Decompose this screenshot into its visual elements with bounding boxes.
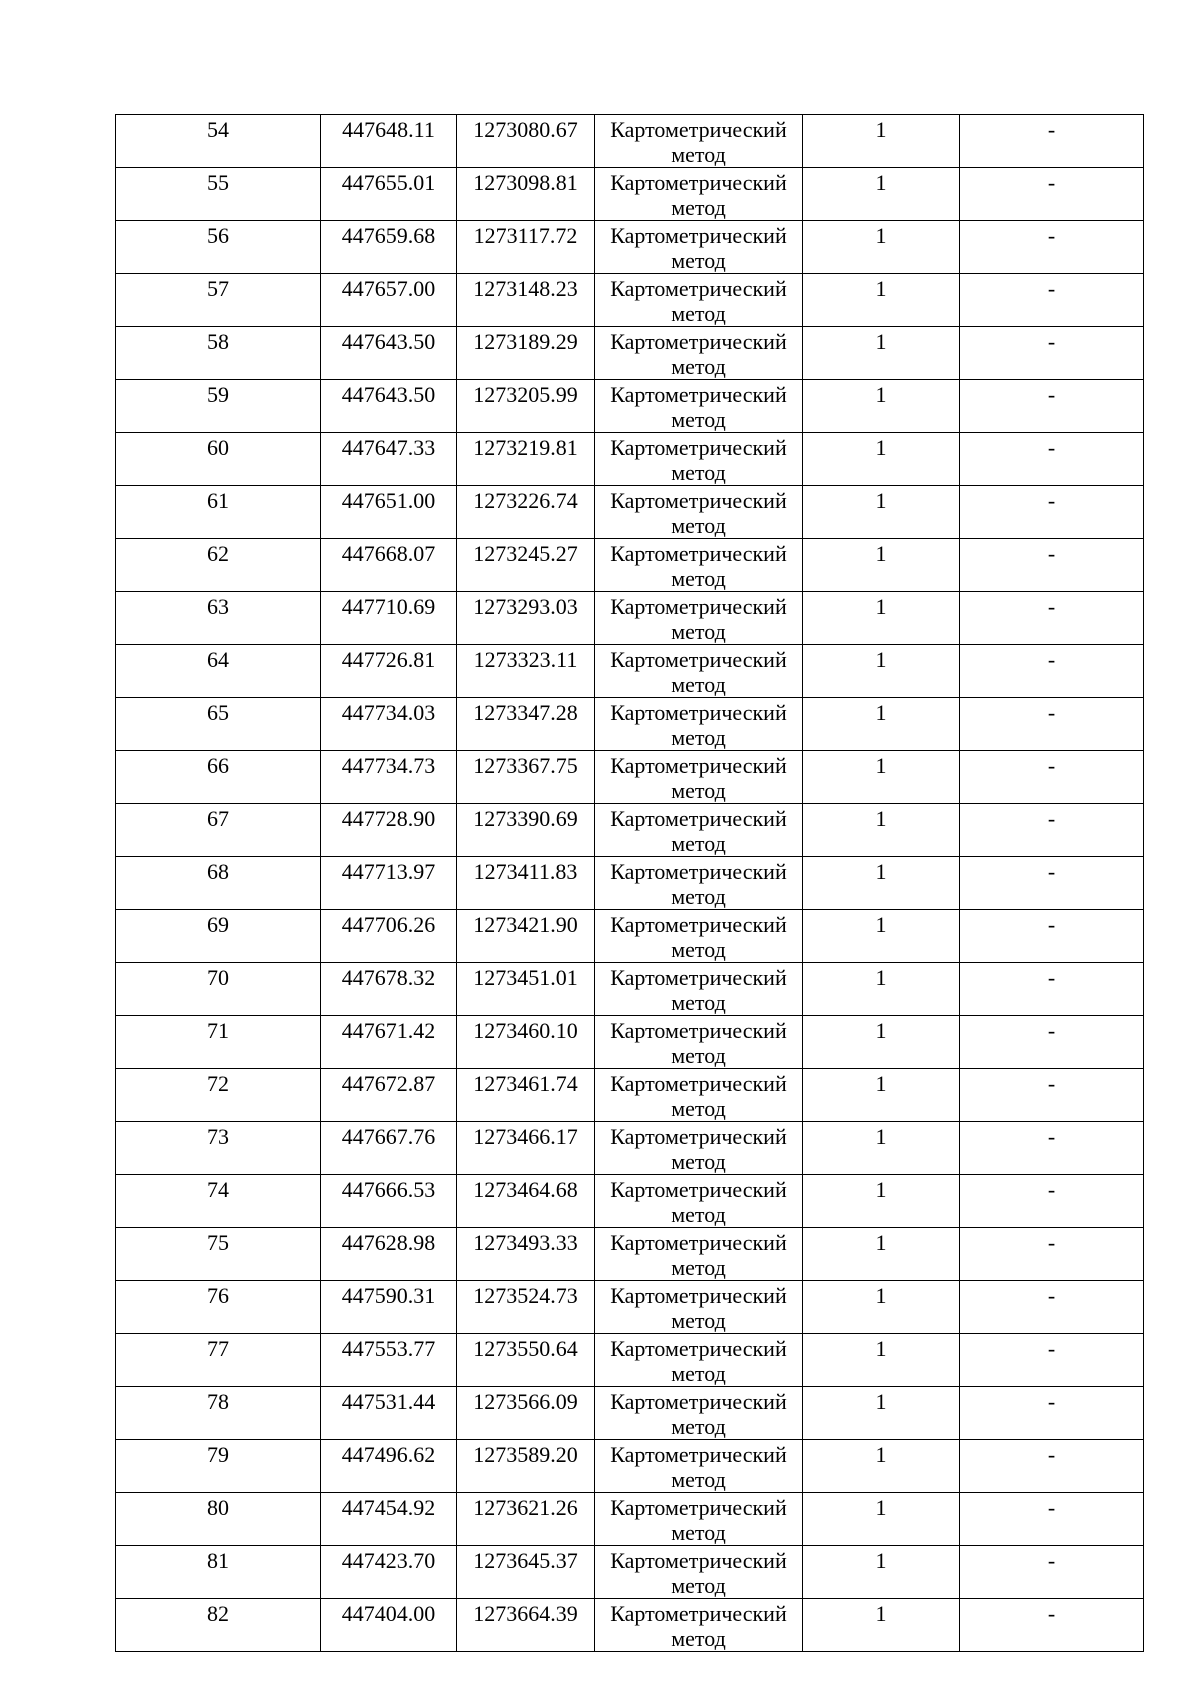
y-coordinate-cell: 1273205.99 (457, 380, 595, 433)
note-cell: - (960, 486, 1144, 539)
method-text: Картометрический метод (610, 488, 787, 537)
method-text: Картометрический метод (610, 117, 787, 166)
method-cell (595, 645, 803, 698)
x-coordinate-cell: 447590.31 (321, 1281, 457, 1334)
method-cell (595, 380, 803, 433)
method-cell (595, 910, 803, 963)
y-coordinate-cell: 1273189.29 (457, 327, 595, 380)
y-coordinate-cell: 1273460.10 (457, 1016, 595, 1069)
x-coordinate-cell: 447628.98 (321, 1228, 457, 1281)
y-coordinate-cell: 1273645.37 (457, 1546, 595, 1599)
y-coordinate-cell: 1273411.83 (457, 857, 595, 910)
method-cell (595, 1440, 803, 1493)
note-cell: - (960, 1334, 1144, 1387)
note-cell: - (960, 698, 1144, 751)
table-row (116, 1546, 1144, 1599)
method-cell (595, 1387, 803, 1440)
table-row (116, 539, 1144, 592)
y-coordinate-cell: 1273347.28 (457, 698, 595, 751)
note-cell: - (960, 1228, 1144, 1281)
accuracy-cell: 1 (803, 1546, 960, 1599)
note-cell: - (960, 274, 1144, 327)
accuracy-cell: 1 (803, 115, 960, 168)
point-number-cell: 66 (116, 751, 321, 804)
point-number-cell: 62 (116, 539, 321, 592)
method-cell (595, 1334, 803, 1387)
coordinates-table-body (116, 115, 1144, 1652)
x-coordinate-cell: 447553.77 (321, 1334, 457, 1387)
y-coordinate-cell: 1273148.23 (457, 274, 595, 327)
method-text: Картометрический метод (610, 594, 787, 643)
point-number-cell: 67 (116, 804, 321, 857)
accuracy-cell: 1 (803, 910, 960, 963)
point-number-cell: 75 (116, 1228, 321, 1281)
x-coordinate-cell: 447706.26 (321, 910, 457, 963)
x-coordinate-cell: 447643.50 (321, 380, 457, 433)
accuracy-cell: 1 (803, 1069, 960, 1122)
x-coordinate-cell: 447734.03 (321, 698, 457, 751)
note-cell: - (960, 1440, 1144, 1493)
table-row (116, 1175, 1144, 1228)
note-cell: - (960, 1493, 1144, 1546)
table-row (116, 1228, 1144, 1281)
note-cell: - (960, 1016, 1144, 1069)
table-row (116, 221, 1144, 274)
note-cell: - (960, 168, 1144, 221)
y-coordinate-cell: 1273524.73 (457, 1281, 595, 1334)
method-text: Картометрический метод (610, 1124, 787, 1173)
accuracy-cell: 1 (803, 1440, 960, 1493)
method-text: Картометрический метод (610, 1389, 787, 1438)
table-row (116, 274, 1144, 327)
table-row (116, 857, 1144, 910)
x-coordinate-cell: 447648.11 (321, 115, 457, 168)
table-row (116, 804, 1144, 857)
y-coordinate-cell: 1273550.64 (457, 1334, 595, 1387)
note-cell: - (960, 963, 1144, 1016)
method-text: Картометрический метод (610, 1548, 787, 1597)
table-row (116, 1493, 1144, 1546)
note-cell: - (960, 1175, 1144, 1228)
point-number-cell: 74 (116, 1175, 321, 1228)
note-cell: - (960, 221, 1144, 274)
method-cell (595, 327, 803, 380)
accuracy-cell: 1 (803, 1281, 960, 1334)
method-cell (595, 963, 803, 1016)
point-number-cell: 55 (116, 168, 321, 221)
method-text: Картометрический метод (610, 1336, 787, 1385)
accuracy-cell: 1 (803, 1493, 960, 1546)
method-text: Картометрический метод (610, 276, 787, 325)
table-row (116, 592, 1144, 645)
method-text: Картометрический метод (610, 1601, 787, 1650)
point-number-cell: 60 (116, 433, 321, 486)
point-number-cell: 70 (116, 963, 321, 1016)
x-coordinate-cell: 447728.90 (321, 804, 457, 857)
table-row (116, 1016, 1144, 1069)
method-text: Картометрический метод (610, 700, 787, 749)
table-row (116, 751, 1144, 804)
point-number-cell: 63 (116, 592, 321, 645)
method-text: Картометрический метод (610, 435, 787, 484)
table-row (116, 115, 1144, 168)
table-row (116, 1069, 1144, 1122)
table-row (116, 1281, 1144, 1334)
y-coordinate-cell: 1273293.03 (457, 592, 595, 645)
y-coordinate-cell: 1273245.27 (457, 539, 595, 592)
point-number-cell: 81 (116, 1546, 321, 1599)
x-coordinate-cell: 447454.92 (321, 1493, 457, 1546)
y-coordinate-cell: 1273464.68 (457, 1175, 595, 1228)
y-coordinate-cell: 1273664.39 (457, 1599, 595, 1652)
note-cell: - (960, 804, 1144, 857)
y-coordinate-cell: 1273117.72 (457, 221, 595, 274)
note-cell: - (960, 1546, 1144, 1599)
x-coordinate-cell: 447651.00 (321, 486, 457, 539)
point-number-cell: 73 (116, 1122, 321, 1175)
y-coordinate-cell: 1273098.81 (457, 168, 595, 221)
method-text: Картометрический метод (610, 965, 787, 1014)
method-text: Картометрический метод (610, 1177, 787, 1226)
method-cell (595, 433, 803, 486)
method-cell (595, 1122, 803, 1175)
method-text: Картометрический метод (610, 541, 787, 590)
accuracy-cell: 1 (803, 433, 960, 486)
method-cell (595, 115, 803, 168)
y-coordinate-cell: 1273566.09 (457, 1387, 595, 1440)
accuracy-cell: 1 (803, 486, 960, 539)
x-coordinate-cell: 447710.69 (321, 592, 457, 645)
accuracy-cell: 1 (803, 1334, 960, 1387)
point-number-cell: 54 (116, 115, 321, 168)
note-cell: - (960, 910, 1144, 963)
note-cell: - (960, 645, 1144, 698)
point-number-cell: 68 (116, 857, 321, 910)
method-cell (595, 857, 803, 910)
point-number-cell: 58 (116, 327, 321, 380)
accuracy-cell: 1 (803, 857, 960, 910)
x-coordinate-cell: 447655.01 (321, 168, 457, 221)
method-text: Картометрический метод (610, 170, 787, 219)
accuracy-cell: 1 (803, 698, 960, 751)
point-number-cell: 82 (116, 1599, 321, 1652)
accuracy-cell: 1 (803, 592, 960, 645)
point-number-cell: 78 (116, 1387, 321, 1440)
table-row (116, 168, 1144, 221)
note-cell: - (960, 115, 1144, 168)
method-cell (595, 168, 803, 221)
x-coordinate-cell: 447672.87 (321, 1069, 457, 1122)
accuracy-cell: 1 (803, 804, 960, 857)
point-number-cell: 56 (116, 221, 321, 274)
note-cell: - (960, 1387, 1144, 1440)
method-text: Картометрический метод (610, 329, 787, 378)
accuracy-cell: 1 (803, 1122, 960, 1175)
method-text: Картометрический метод (610, 1071, 787, 1120)
x-coordinate-cell: 447726.81 (321, 645, 457, 698)
note-cell: - (960, 592, 1144, 645)
x-coordinate-cell: 447713.97 (321, 857, 457, 910)
table-row (116, 698, 1144, 751)
point-number-cell: 69 (116, 910, 321, 963)
x-coordinate-cell: 447423.70 (321, 1546, 457, 1599)
method-cell (595, 1599, 803, 1652)
method-cell (595, 804, 803, 857)
y-coordinate-cell: 1273421.90 (457, 910, 595, 963)
table-row (116, 380, 1144, 433)
accuracy-cell: 1 (803, 645, 960, 698)
note-cell: - (960, 380, 1144, 433)
point-number-cell: 80 (116, 1493, 321, 1546)
note-cell: - (960, 857, 1144, 910)
accuracy-cell: 1 (803, 274, 960, 327)
y-coordinate-cell: 1273219.81 (457, 433, 595, 486)
method-text: Картометрический метод (610, 806, 787, 855)
point-number-cell: 57 (116, 274, 321, 327)
note-cell: - (960, 539, 1144, 592)
point-number-cell: 71 (116, 1016, 321, 1069)
accuracy-cell: 1 (803, 221, 960, 274)
table-row (116, 1599, 1144, 1652)
x-coordinate-cell: 447678.32 (321, 963, 457, 1016)
method-cell (595, 592, 803, 645)
table-row (116, 1122, 1144, 1175)
method-text: Картометрический метод (610, 382, 787, 431)
accuracy-cell: 1 (803, 751, 960, 804)
method-text: Картометрический метод (610, 223, 787, 272)
coordinates-table (115, 114, 1144, 1652)
accuracy-cell: 1 (803, 1599, 960, 1652)
method-cell (595, 698, 803, 751)
point-number-cell: 72 (116, 1069, 321, 1122)
method-text: Картометрический метод (610, 1442, 787, 1491)
table-row (116, 433, 1144, 486)
method-cell (595, 751, 803, 804)
method-text: Картометрический метод (610, 1230, 787, 1279)
x-coordinate-cell: 447643.50 (321, 327, 457, 380)
method-text: Картометрический метод (610, 753, 787, 802)
method-cell (595, 1175, 803, 1228)
x-coordinate-cell: 447531.44 (321, 1387, 457, 1440)
y-coordinate-cell: 1273589.20 (457, 1440, 595, 1493)
method-cell (595, 1546, 803, 1599)
method-cell (595, 1016, 803, 1069)
x-coordinate-cell: 447496.62 (321, 1440, 457, 1493)
point-number-cell: 77 (116, 1334, 321, 1387)
x-coordinate-cell: 447647.33 (321, 433, 457, 486)
note-cell: - (960, 1281, 1144, 1334)
table-row (116, 1387, 1144, 1440)
table-row (116, 486, 1144, 539)
x-coordinate-cell: 447667.76 (321, 1122, 457, 1175)
accuracy-cell: 1 (803, 380, 960, 433)
method-cell (595, 1228, 803, 1281)
method-text: Картометрический метод (610, 1283, 787, 1332)
method-text: Картометрический метод (610, 1495, 787, 1544)
y-coordinate-cell: 1273493.33 (457, 1228, 595, 1281)
x-coordinate-cell: 447404.00 (321, 1599, 457, 1652)
method-text: Картометрический метод (610, 1018, 787, 1067)
method-text: Картометрический метод (610, 912, 787, 961)
accuracy-cell: 1 (803, 1175, 960, 1228)
x-coordinate-cell: 447657.00 (321, 274, 457, 327)
x-coordinate-cell: 447668.07 (321, 539, 457, 592)
accuracy-cell: 1 (803, 327, 960, 380)
y-coordinate-cell: 1273323.11 (457, 645, 595, 698)
method-text: Картометрический метод (610, 647, 787, 696)
note-cell: - (960, 433, 1144, 486)
method-cell (595, 486, 803, 539)
note-cell: - (960, 1069, 1144, 1122)
accuracy-cell: 1 (803, 1016, 960, 1069)
note-cell: - (960, 327, 1144, 380)
method-cell (595, 1493, 803, 1546)
point-number-cell: 65 (116, 698, 321, 751)
note-cell: - (960, 1599, 1144, 1652)
y-coordinate-cell: 1273367.75 (457, 751, 595, 804)
accuracy-cell: 1 (803, 539, 960, 592)
point-number-cell: 61 (116, 486, 321, 539)
y-coordinate-cell: 1273461.74 (457, 1069, 595, 1122)
accuracy-cell: 1 (803, 1387, 960, 1440)
accuracy-cell: 1 (803, 1228, 960, 1281)
y-coordinate-cell: 1273451.01 (457, 963, 595, 1016)
x-coordinate-cell: 447659.68 (321, 221, 457, 274)
y-coordinate-cell: 1273226.74 (457, 486, 595, 539)
table-row (116, 327, 1144, 380)
y-coordinate-cell: 1273390.69 (457, 804, 595, 857)
accuracy-cell: 1 (803, 168, 960, 221)
y-coordinate-cell: 1273621.26 (457, 1493, 595, 1546)
method-text: Картометрический метод (610, 859, 787, 908)
table-row (116, 963, 1144, 1016)
table-row (116, 645, 1144, 698)
y-coordinate-cell: 1273466.17 (457, 1122, 595, 1175)
method-cell (595, 221, 803, 274)
accuracy-cell: 1 (803, 963, 960, 1016)
note-cell: - (960, 1122, 1144, 1175)
table-row (116, 1440, 1144, 1493)
method-cell (595, 1281, 803, 1334)
x-coordinate-cell: 447666.53 (321, 1175, 457, 1228)
x-coordinate-cell: 447734.73 (321, 751, 457, 804)
y-coordinate-cell: 1273080.67 (457, 115, 595, 168)
point-number-cell: 59 (116, 380, 321, 433)
note-cell: - (960, 751, 1144, 804)
method-cell (595, 274, 803, 327)
point-number-cell: 64 (116, 645, 321, 698)
table-row (116, 1334, 1144, 1387)
table-row (116, 910, 1144, 963)
method-cell (595, 539, 803, 592)
point-number-cell: 79 (116, 1440, 321, 1493)
x-coordinate-cell: 447671.42 (321, 1016, 457, 1069)
point-number-cell: 76 (116, 1281, 321, 1334)
method-cell (595, 1069, 803, 1122)
